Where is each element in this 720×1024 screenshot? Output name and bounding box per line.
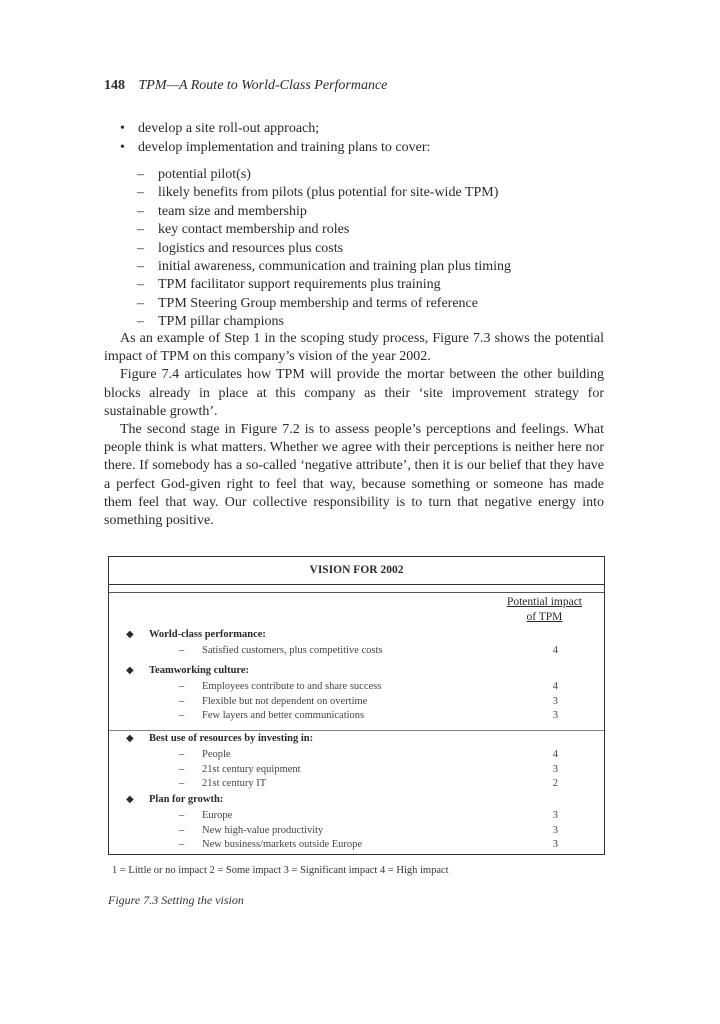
row-text: New business/markets outside Europe	[202, 839, 363, 850]
vision-row: – 21st century IT 2	[109, 777, 604, 792]
impact-value: 3	[552, 824, 558, 836]
sub-item: – TPM pillar champions	[137, 313, 511, 331]
bullet-item: • develop a site roll-out approach;	[118, 119, 430, 138]
page-number: 148	[104, 78, 125, 93]
section-title: Teamworking culture:	[149, 665, 250, 676]
running-title: TPM—A Route to World-Class Performance	[138, 78, 388, 93]
bullet-list	[118, 119, 430, 157]
sub-item: – logistics and resources plus costs	[137, 240, 511, 258]
row-text: 21st century IT	[202, 778, 267, 789]
figure-body	[109, 592, 604, 854]
paragraph: The second stage in Figure 7.2 is to assess people’s perceptions and feelings. What people think is what matters. Whether we agree with their perceptions is neither here nor there. If somebody has a so-called ‘negative attribute’, then it is our belief that they have a perfect God-given right to feel that way, because something or someone has made them feel that way. Our collective responsibility is to turn that negative energy into something positive.	[104, 422, 604, 529]
row-text: 21st century equipment	[202, 763, 301, 775]
section-title: Best use of resources by investing in:	[149, 733, 314, 744]
vision-row: – 21st century equipment 3	[109, 763, 604, 778]
row-text: People	[202, 749, 231, 760]
impact-value: 2	[552, 778, 558, 789]
impact-value: 3	[552, 695, 558, 707]
page-header	[104, 78, 387, 94]
impact-column-header	[507, 595, 582, 625]
sub-item: – potential pilot(s)	[137, 166, 511, 184]
vision-row: – Few layers and better communications 3	[109, 709, 604, 724]
sub-item: – likely benefits from pilots (plus potential for site-wide TPM)	[137, 184, 511, 202]
row-text: Few layers and better communications	[202, 710, 365, 721]
sub-item: – TPM Steering Group membership and terms of reference	[137, 295, 511, 313]
paragraph: Figure 7.4 articulates how TPM will provide the mortar between the other building blocks already in place at this company as their ‘site improvement strategy for sustainable growth’.	[104, 367, 604, 419]
impact-legend: 1 = Little or no impact 2 = Some impact 3 = Significant impact 4 = High impact	[112, 865, 449, 876]
vision-row: – Flexible but not dependent on overtime 3	[109, 695, 604, 710]
impact-value: 4	[552, 681, 558, 692]
impact-value: 3	[552, 839, 558, 850]
vision-row: – Satisfied customers, plus competitive costs 4	[109, 644, 604, 659]
row-text: Employees contribute to and share success	[202, 681, 382, 692]
row-text: Europe	[202, 810, 233, 821]
bullet-item: • develop implementation and training plans to cover:	[118, 138, 430, 157]
sub-item: – key contact membership and roles	[137, 221, 511, 239]
row-text: Flexible but not dependent on overtime	[202, 695, 368, 707]
figure-box	[108, 556, 605, 855]
row-text: Satisfied customers, plus competitive costs	[202, 645, 383, 656]
column-header-line: Potential impact	[506, 596, 582, 608]
diamond-bullet-icon: ◆	[126, 794, 134, 805]
impact-value: 4	[552, 749, 558, 760]
vision-row: – New business/markets outside Europe 3	[109, 838, 604, 853]
body-text	[104, 330, 604, 530]
diamond-bullet-icon: ◆	[126, 629, 134, 640]
sub-item: – initial awareness, communication and training plan plus timing	[137, 258, 511, 276]
impact-value: 3	[552, 763, 558, 775]
figure-caption: Figure 7.3 Setting the vision	[108, 893, 244, 907]
figure-title: VISION FOR 2002	[109, 557, 604, 585]
impact-value: 3	[552, 710, 558, 721]
vision-row: – People 4	[109, 748, 604, 763]
vision-row: – New high-value productivity 3	[109, 824, 604, 839]
impact-value: 4	[552, 645, 558, 656]
column-header-line: of TPM	[526, 611, 563, 623]
section-title: Plan for growth:	[149, 794, 224, 805]
vision-row: – Employees contribute to and share success 4	[109, 680, 604, 695]
vision-row: – Europe 3	[109, 809, 604, 824]
section-title: World-class performance:	[149, 629, 266, 640]
section-divider	[109, 730, 604, 731]
diamond-bullet-icon: ◆	[126, 665, 134, 676]
diamond-bullet-icon: ◆	[126, 733, 134, 744]
sub-item: – TPM facilitator support requirements plus training	[137, 276, 511, 294]
impact-value: 3	[552, 810, 558, 821]
paragraph: As an example of Step 1 in the scoping study process, Figure 7.3 shows the potential impact of TPM on this company’s vision of the year 2002.	[104, 331, 604, 365]
sub-item-list	[137, 166, 511, 332]
row-text: New high-value productivity	[202, 824, 324, 836]
sub-item: – team size and membership	[137, 203, 511, 221]
